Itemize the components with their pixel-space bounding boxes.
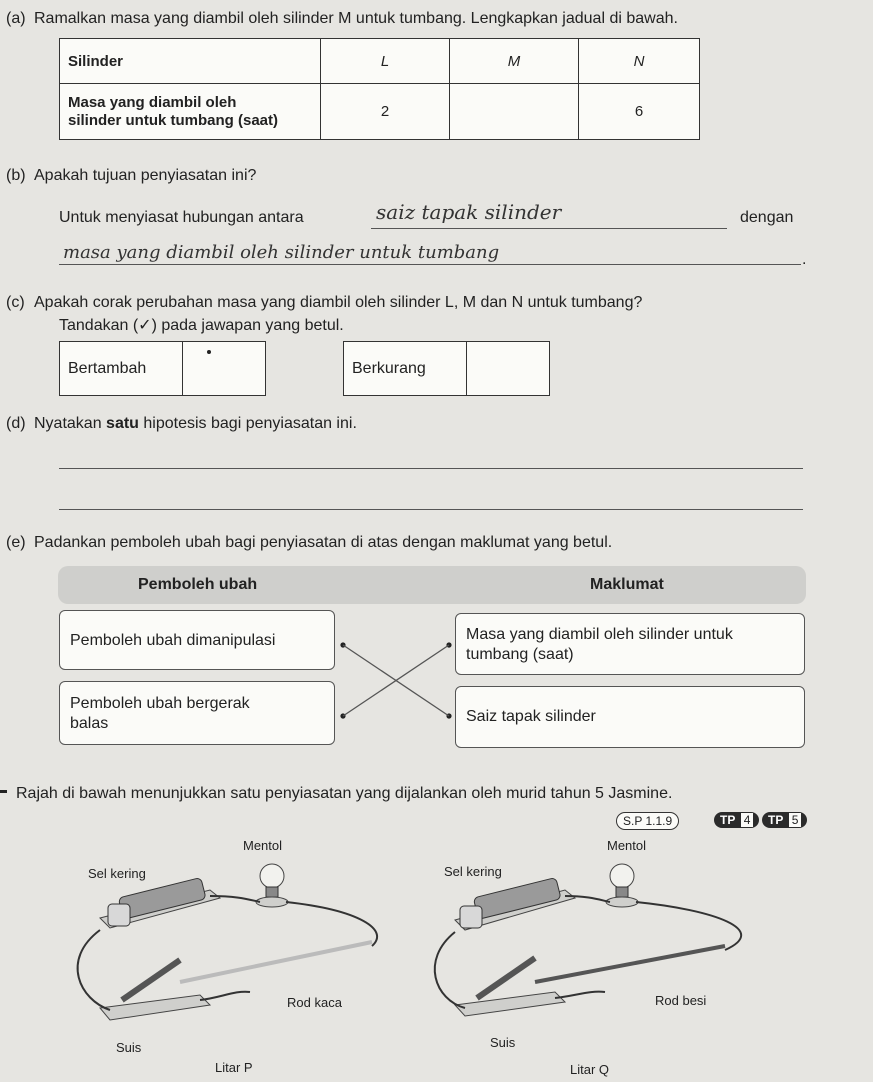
left-box-dimanipulasi-text: Pemboleh ubah dimanipulasi <box>70 632 276 649</box>
option-bertambah-label: Bertambah <box>60 342 183 396</box>
table-header-masa-line2: silinder untuk tumbang (saat) <box>68 111 279 129</box>
label-rod-q: Rod besi <box>655 993 707 1008</box>
iron-rod-icon <box>535 946 725 982</box>
qb-label: (b) <box>6 167 26 184</box>
label-mentol-p: Mentol <box>243 838 283 853</box>
badge-tp5-level: 5 <box>789 813 802 827</box>
qe-text: Padankan pemboleh ubah bagi penyiasatan di atas dengan maklumat yang betul. <box>34 534 613 551</box>
label-sel-kering-p: Sel kering <box>88 866 146 881</box>
qd-text-bold: satu <box>106 415 139 432</box>
qa-label: (a) <box>6 10 26 27</box>
option-berkurang-label: Berkurang <box>344 342 467 396</box>
qd-text-post: hipotesis bagi penyiasatan ini. <box>143 415 357 432</box>
qd-text-pre: Nyatakan <box>34 415 102 432</box>
glass-rod-icon <box>180 942 372 982</box>
qd-label: (d) <box>6 415 26 432</box>
time-l: 2 <box>321 84 450 140</box>
label-suis-p: Suis <box>116 1040 142 1055</box>
label-rod-p: Rod kaca <box>287 995 342 1010</box>
switch-icon <box>455 958 565 1016</box>
badge-sp: S.P 1.1.9 <box>616 812 679 830</box>
circuit-p-diagram <box>60 850 400 1050</box>
qe-label: (e) <box>6 534 26 551</box>
qc-text-1: Apakah corak perubahan masa yang diambil oleh silinder L, M dan N untuk tumbang? <box>34 294 643 311</box>
cell-m: M <box>450 39 579 84</box>
qb-handwritten-answer-1: saiz tapak silinder <box>376 200 562 224</box>
label-sel-kering-q: Sel kering <box>444 864 502 879</box>
right-box-masa-line2: tumbang (saat) <box>466 646 574 663</box>
cell-battery-icon <box>455 877 575 930</box>
header-maklumat: Maklumat <box>590 576 664 593</box>
table-header-silinder: Silinder <box>60 39 321 84</box>
cell-n: N <box>579 39 700 84</box>
bulb-icon <box>606 864 638 907</box>
caption-litar-p: Litar P <box>215 1060 253 1075</box>
cell-battery-icon <box>100 877 220 928</box>
circuit-q-diagram <box>425 850 775 1040</box>
qb-sentence-start: Untuk menyiasat hubungan antara <box>59 209 304 226</box>
q2-text: Rajah di bawah menunjukkan satu penyiasatan yang dijalankan oleh murid tahun 5 Jasmine. <box>16 785 673 802</box>
right-box-saiz-tapak-text: Saiz tapak silinder <box>466 708 596 725</box>
badge-tp4-level: 4 <box>741 813 754 827</box>
label-suis-q: Suis <box>490 1035 516 1050</box>
label-mentol-q: Mentol <box>607 838 647 853</box>
cell-l: L <box>321 39 450 84</box>
qb-handwritten-answer-2: masa yang diambil oleh silinder untuk tumbang <box>63 242 500 263</box>
time-n: 6 <box>579 84 700 140</box>
left-box-bergerak-balas-line1: Pemboleh ubah bergerak <box>70 695 250 712</box>
question-number-mark <box>0 790 7 793</box>
qc-label: (c) <box>6 294 25 311</box>
qa-text: Ramalkan masa yang diambil oleh silinder M untuk tumbang. Lengkapkan jadual di bawah. <box>34 10 678 27</box>
badge-tp4-prefix: TP <box>720 813 736 827</box>
qb-sentence-mid: dengan <box>740 209 794 226</box>
caption-litar-q: Litar Q <box>570 1062 610 1077</box>
qc-text-2: Tandakan (✓) pada jawapan yang betul. <box>59 317 344 334</box>
badge-tp4 <box>714 812 759 828</box>
badge-tp5 <box>762 812 807 828</box>
left-box-bergerak-balas-line2: balas <box>70 715 109 732</box>
qb-text: Apakah tujuan penyiasatan ini? <box>34 167 257 184</box>
right-box-masa-line1: Masa yang diambil oleh silinder untuk <box>466 626 733 643</box>
bulb-icon <box>256 864 288 907</box>
switch-icon <box>100 960 210 1020</box>
table-header-masa-line1: Masa yang diambil oleh <box>68 93 237 111</box>
header-pemboleh-ubah: Pemboleh ubah <box>138 576 258 593</box>
badge-tp5-prefix: TP <box>768 813 784 827</box>
qb-end-period: . <box>802 251 807 268</box>
